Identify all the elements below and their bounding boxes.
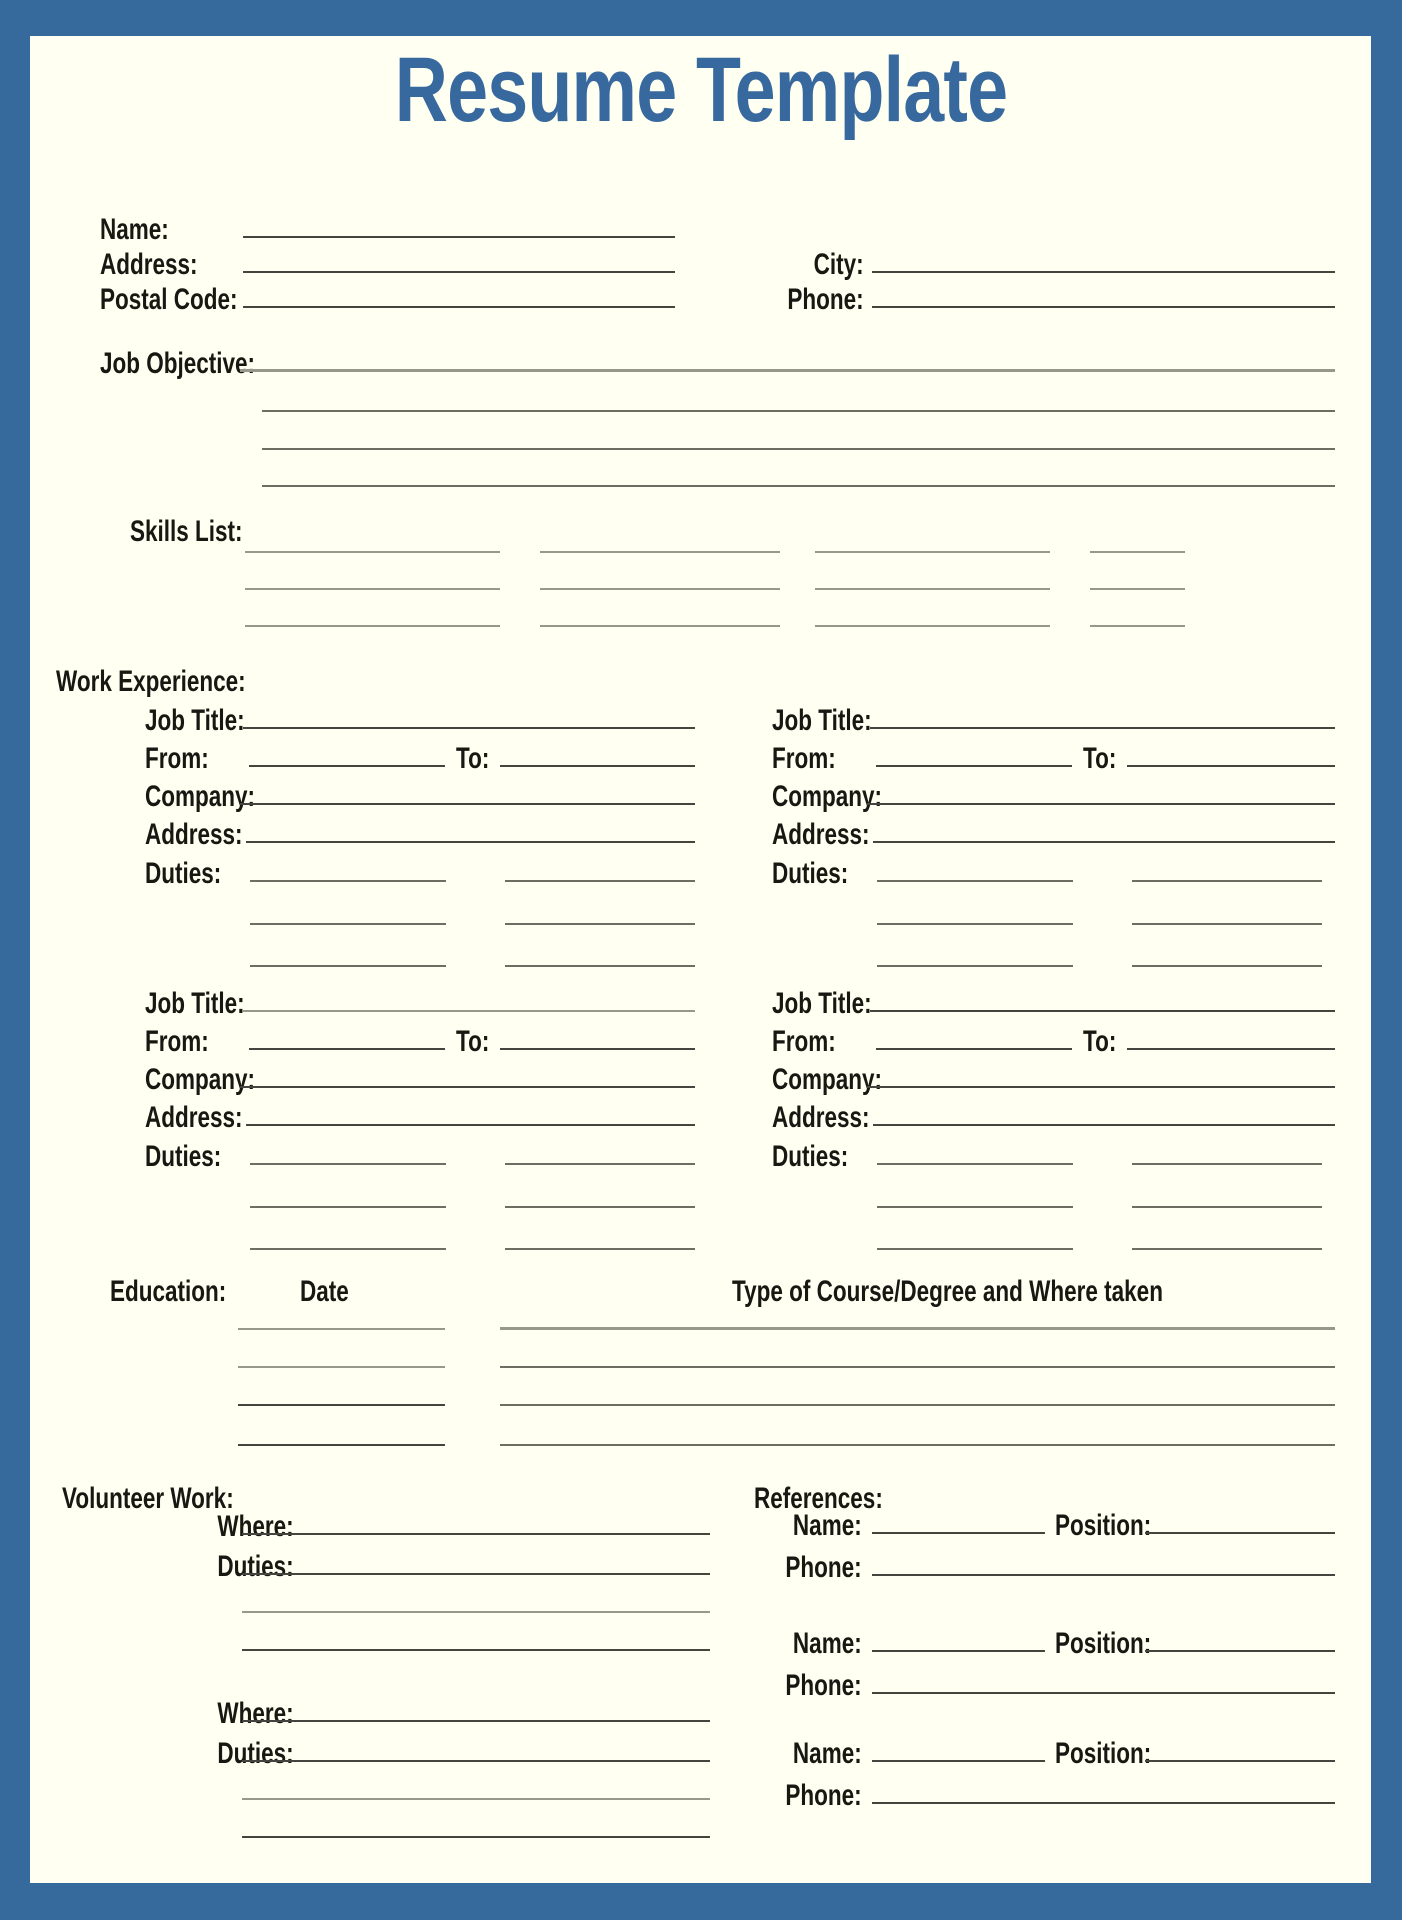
duties-line[interactable] [1132, 923, 1322, 925]
duties-line[interactable] [1132, 880, 1322, 882]
from-label: From: [772, 1025, 836, 1058]
phone-label: Phone: [787, 283, 864, 316]
address-line[interactable] [873, 841, 1335, 843]
reference-position-label: Position: [1055, 1627, 1152, 1660]
duties-label: Duties: [217, 1737, 294, 1770]
reference-name-line[interactable] [872, 1532, 1045, 1534]
reference-phone-line[interactable] [872, 1574, 1335, 1576]
volunteer-work-header: Volunteer Work: [62, 1482, 234, 1515]
job-objective-extra-line[interactable] [262, 485, 1335, 487]
reference-name-label: Name: [793, 1627, 862, 1660]
duties-line[interactable] [877, 880, 1073, 882]
skills-row [0, 527, 1402, 553]
to-label: To: [456, 1025, 490, 1058]
job-title-line[interactable] [870, 1010, 1335, 1012]
from-label: From: [772, 742, 836, 775]
job-objective-label: Job Objective: [100, 347, 256, 380]
name-label: Name: [100, 213, 169, 246]
duties-line[interactable] [877, 1206, 1073, 1208]
skills-line[interactable] [245, 551, 500, 553]
page-title: Resume Template [394, 39, 1008, 141]
reference-name-line[interactable] [872, 1650, 1045, 1652]
address-label: Address: [772, 1101, 870, 1134]
education-date-line[interactable] [238, 1444, 445, 1446]
reference-entry [772, 1510, 1335, 1610]
skills-list-label: Skills List: [130, 515, 243, 548]
from-label: From: [145, 1025, 209, 1058]
reference-name-label: Name: [793, 1737, 862, 1770]
duties-line[interactable] [505, 965, 695, 967]
duties-extra-line[interactable] [242, 1798, 710, 1800]
job-objective-extra-line[interactable] [262, 448, 1335, 450]
postal-code-line[interactable] [243, 306, 675, 308]
company-line[interactable] [240, 1086, 695, 1088]
company-line[interactable] [867, 1086, 1335, 1088]
where-line[interactable] [242, 1533, 710, 1535]
to-line[interactable] [500, 765, 695, 767]
where-line[interactable] [242, 1720, 710, 1722]
company-label: Company: [772, 780, 883, 813]
duties-line[interactable] [505, 1248, 695, 1250]
duties-line[interactable] [505, 1163, 695, 1165]
skills-line[interactable] [245, 588, 500, 590]
education-date-line[interactable] [238, 1366, 445, 1368]
where-label: Where: [217, 1510, 294, 1543]
reference-position-line[interactable] [1145, 1760, 1335, 1762]
address-label: Address: [772, 818, 870, 851]
city-line[interactable] [872, 271, 1335, 273]
skills-line[interactable] [815, 625, 1050, 627]
duties-label: Duties: [772, 857, 849, 890]
duties-line[interactable] [250, 1248, 446, 1250]
where-label: Where: [217, 1697, 294, 1730]
company-line[interactable] [867, 803, 1335, 805]
duties-label: Duties: [145, 857, 222, 890]
duties-extra-line[interactable] [242, 1836, 710, 1838]
reference-phone-line[interactable] [872, 1692, 1335, 1694]
job-objective-extra-line[interactable] [262, 410, 1335, 412]
duties-line[interactable] [250, 1206, 446, 1208]
address-line[interactable] [243, 271, 675, 273]
to-label: To: [1083, 742, 1117, 775]
postal-phone-row [0, 282, 1402, 316]
duties-line[interactable] [505, 1206, 695, 1208]
from-line[interactable] [249, 1048, 445, 1050]
from-line[interactable] [249, 765, 445, 767]
duties-line[interactable] [250, 880, 446, 882]
duties-line[interactable] [877, 965, 1073, 967]
education-course-line[interactable] [500, 1327, 1335, 1330]
job-title-label: Job Title: [145, 987, 245, 1020]
work-experience-block [145, 988, 695, 1253]
job-title-line[interactable] [870, 727, 1335, 729]
duties-extra-line[interactable] [242, 1611, 710, 1613]
job-title-label: Job Title: [772, 704, 872, 737]
from-line[interactable] [876, 1048, 1072, 1050]
address-label: Address: [145, 818, 243, 851]
name-row [0, 212, 1402, 246]
duties-line[interactable] [877, 1163, 1073, 1165]
address-line[interactable] [246, 1124, 695, 1126]
to-line[interactable] [1127, 765, 1335, 767]
reference-phone-line[interactable] [872, 1802, 1335, 1804]
duties-line[interactable] [250, 1163, 446, 1165]
education-date-line[interactable] [238, 1404, 445, 1406]
from-line[interactable] [876, 765, 1072, 767]
duties-label: Duties: [145, 1140, 222, 1173]
skills-line[interactable] [540, 551, 780, 553]
work-experience-header: Work Experience: [56, 665, 246, 698]
education-header-row [0, 1274, 1402, 1308]
duties-line[interactable] [1132, 1206, 1322, 1208]
education-date-header: Date [300, 1275, 349, 1308]
to-label: To: [456, 742, 490, 775]
education-course-line[interactable] [500, 1444, 1335, 1446]
reference-name-label: Name: [793, 1509, 862, 1542]
address-line[interactable] [246, 841, 695, 843]
duties-line[interactable] [250, 965, 446, 967]
company-line[interactable] [240, 803, 695, 805]
skills-line[interactable] [1090, 625, 1185, 627]
duties-line[interactable] [242, 1760, 710, 1762]
skills-line[interactable] [1090, 551, 1185, 553]
job-title-line[interactable] [243, 727, 695, 729]
reference-entry [772, 1738, 1335, 1838]
company-label: Company: [145, 1063, 256, 1096]
skills-line[interactable] [815, 588, 1050, 590]
volunteer-group [62, 1698, 710, 1868]
skills-row [0, 601, 1402, 627]
job-title-label: Job Title: [145, 704, 245, 737]
skills-row [0, 564, 1402, 590]
reference-name-line[interactable] [872, 1760, 1045, 1762]
reference-position-label: Position: [1055, 1509, 1152, 1542]
from-label: From: [145, 742, 209, 775]
address-label: Address: [100, 248, 198, 281]
company-label: Company: [145, 780, 256, 813]
to-label: To: [1083, 1025, 1117, 1058]
duties-line[interactable] [877, 923, 1073, 925]
phone-line[interactable] [872, 306, 1335, 308]
job-objective-row [0, 346, 1402, 380]
education-row [0, 1380, 1402, 1406]
address-label: Address: [145, 1101, 243, 1134]
duties-extra-line[interactable] [242, 1649, 710, 1651]
duties-line[interactable] [250, 923, 446, 925]
skills-line[interactable] [1090, 588, 1185, 590]
duties-line[interactable] [242, 1573, 710, 1575]
job-title-label: Job Title: [772, 987, 872, 1020]
reference-phone-label: Phone: [785, 1779, 862, 1812]
duties-line[interactable] [1132, 965, 1322, 967]
education-course-line[interactable] [500, 1404, 1335, 1406]
duties-label: Duties: [217, 1550, 294, 1583]
duties-line[interactable] [505, 880, 695, 882]
duties-line[interactable] [1132, 1163, 1322, 1165]
skills-line[interactable] [245, 625, 500, 627]
name-line[interactable] [243, 236, 675, 238]
reference-phone-label: Phone: [785, 1551, 862, 1584]
education-type-header: Type of Course/Degree and Where taken [732, 1275, 1163, 1308]
job-objective-line[interactable] [240, 369, 1335, 372]
duties-label: Duties: [772, 1140, 849, 1173]
references-header: References: [754, 1482, 883, 1515]
work-experience-block [145, 705, 695, 970]
education-label: Education: [110, 1275, 227, 1308]
duties-line[interactable] [505, 923, 695, 925]
to-line[interactable] [500, 1048, 695, 1050]
duties-line[interactable] [1132, 1248, 1322, 1250]
postal-code-label: Postal Code: [100, 283, 238, 316]
skills-line[interactable] [540, 588, 780, 590]
address-city-row [0, 247, 1402, 281]
reference-position-line[interactable] [1145, 1650, 1335, 1652]
reference-phone-label: Phone: [785, 1669, 862, 1702]
city-label: City: [813, 248, 864, 281]
education-date-line[interactable] [238, 1328, 445, 1330]
skills-line[interactable] [540, 625, 780, 627]
job-title-line[interactable] [243, 1010, 695, 1012]
education-row [0, 1342, 1402, 1368]
reference-position-label: Position: [1055, 1737, 1152, 1770]
work-experience-block [772, 988, 1335, 1253]
address-line[interactable] [873, 1124, 1335, 1126]
company-label: Company: [772, 1063, 883, 1096]
education-row [0, 1420, 1402, 1446]
work-experience-block [772, 705, 1335, 970]
duties-line[interactable] [877, 1248, 1073, 1250]
education-course-line[interactable] [500, 1366, 1335, 1368]
reference-entry [772, 1628, 1335, 1728]
skills-line[interactable] [815, 551, 1050, 553]
volunteer-group [62, 1511, 710, 1681]
reference-position-line[interactable] [1145, 1532, 1335, 1534]
education-row [0, 1304, 1402, 1330]
to-line[interactable] [1127, 1048, 1335, 1050]
